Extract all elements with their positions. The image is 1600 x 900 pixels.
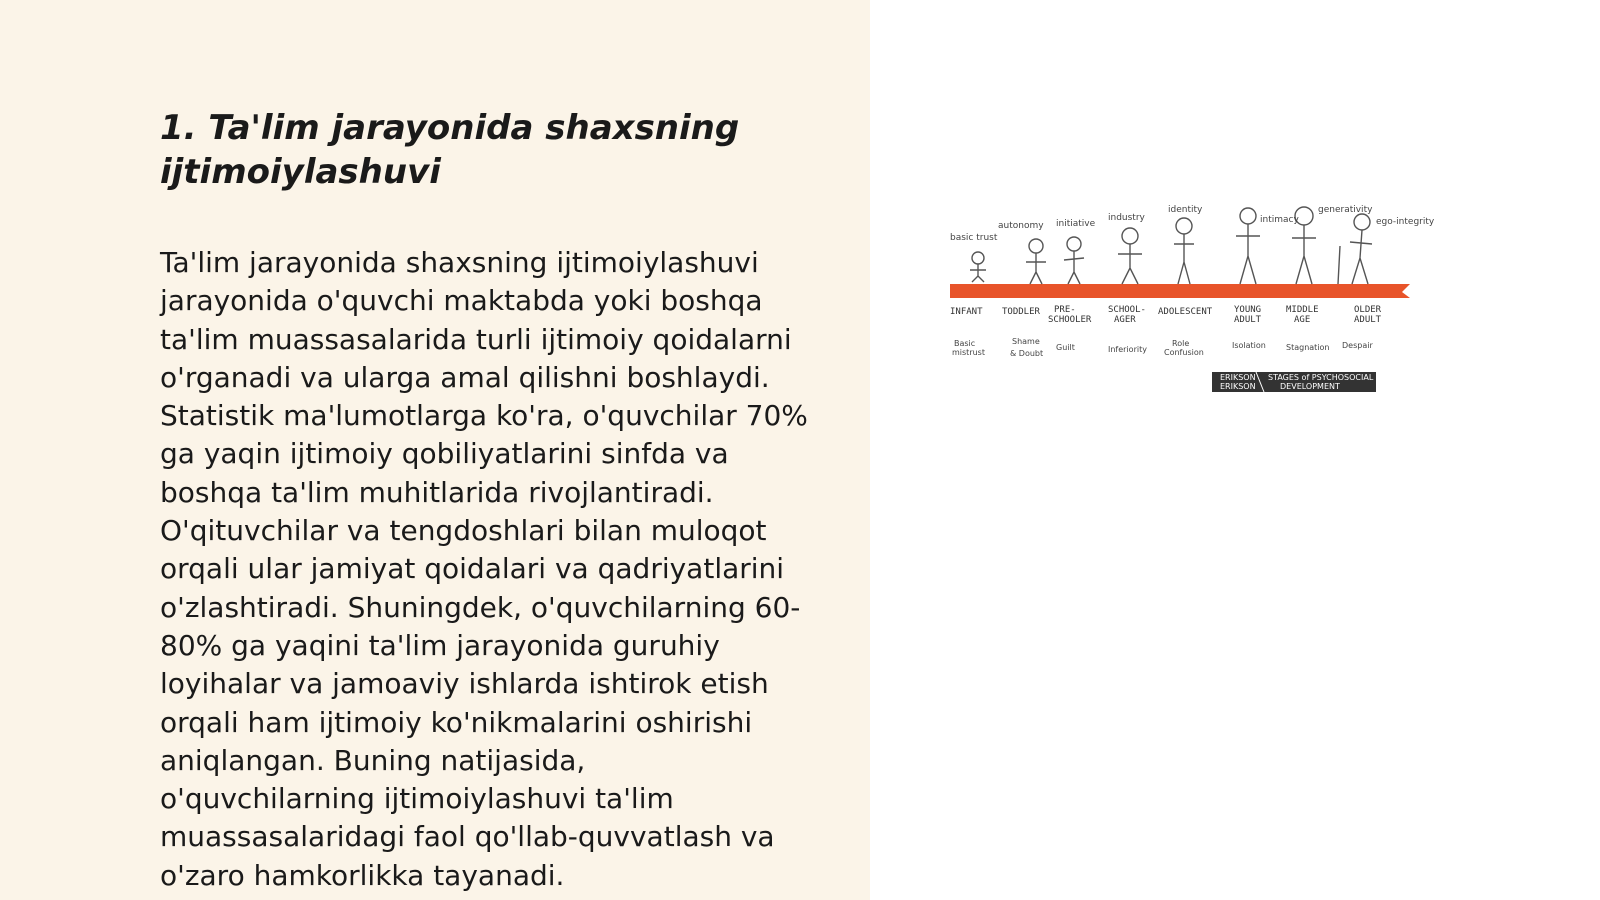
- virtue-label: initiative: [1056, 219, 1096, 229]
- virtue-label: identity: [1168, 205, 1203, 215]
- figure-preschooler: [1064, 237, 1084, 284]
- crisis-label: Role: [1172, 339, 1190, 348]
- crisis-label: Despair: [1342, 341, 1373, 350]
- image-panel: [870, 0, 1600, 900]
- slide-body-text: Ta'lim jarayonida shaxsning ijtimoiylashuvi jarayonida o'quvchi maktabda yoki boshqa ta'lim muassasalarida turli ijtimoiy qoidalarni o'rganadi va ularga amal qilishni boshlaydi. Statistik ma'lumotlarga ko'ra, o'quvchilar 70% ga yaqin ijtimoiy qobiliyatlarini sinfda va boshqa ta'lim muhitlarida rivojlantiradi. O'qituvchilar va tengdoshlari bilan muloqot orqali ular jamiyat qoidalari va qadriyatlarini o'zlashtiradi. Shuningdek, o'quvchilarning 60- 80% ga yaqini ta'lim jarayonida guruhiy loyihalar va jamoaviy ishlarda ishtirok etish orqali ham ijtimoiy ko'nikmalarini oshirishi aniqlangan. Buning natijasida, o'quvchilarning ijtimoiylashuvi ta'lim muassasalaridagi faol qo'llab-quvvatlash va o'zaro hamkorlikka tayanadi.: [160, 246, 808, 892]
- stage-figures: [970, 207, 1372, 284]
- stage-label: MIDDLE: [1286, 305, 1319, 315]
- crisis-label: Shame: [1012, 337, 1040, 346]
- virtue-label: basic trust: [950, 233, 998, 243]
- timeline-band: [950, 284, 1410, 298]
- crisis-label: & Doubt: [1010, 349, 1044, 358]
- badge-text: STAGES of PSYCHOSOCIAL: [1268, 373, 1374, 382]
- figure-young-adult: [1236, 208, 1260, 284]
- badge-text: ERIKSON: [1220, 382, 1256, 391]
- stage-label: OLDER: [1354, 305, 1382, 315]
- stage-label: PRE-: [1054, 305, 1076, 315]
- illustration-badge: [1212, 372, 1376, 392]
- stage-label: ADULT: [1354, 315, 1382, 325]
- figure-infant: [970, 252, 986, 282]
- stage-label: TODDLER: [1002, 307, 1040, 317]
- crisis-label: mistrust: [952, 348, 985, 357]
- crisis-labels: [952, 337, 1373, 358]
- stage-label: ADOLESCENT: [1158, 307, 1213, 317]
- crisis-label: Confusion: [1164, 348, 1204, 357]
- psychosocial-stages-illustration: [950, 200, 1460, 400]
- crisis-label: Stagnation: [1286, 343, 1330, 352]
- stage-label: AGE: [1294, 315, 1311, 325]
- badge-text: DEVELOPMENT: [1280, 382, 1340, 391]
- virtue-label: intimacy: [1260, 215, 1299, 225]
- stage-label: AGER: [1114, 315, 1136, 325]
- virtue-label: ego-integrity: [1376, 217, 1435, 227]
- crisis-label: Guilt: [1056, 343, 1075, 352]
- stage-label: ADULT: [1234, 315, 1262, 325]
- stage-label: YOUNG: [1234, 305, 1262, 315]
- stage-labels: [950, 305, 1382, 325]
- figure-school-ager: [1118, 228, 1142, 284]
- virtue-label: industry: [1108, 213, 1145, 223]
- badge-text: ERIKSON: [1220, 373, 1256, 382]
- stage-label: INFANT: [950, 307, 983, 317]
- crisis-label: Inferiority: [1108, 345, 1147, 354]
- figure-adolescent: [1174, 218, 1194, 284]
- virtue-label: generativity: [1318, 205, 1373, 215]
- crisis-label: Basic: [954, 339, 976, 348]
- slide-title: 1. Ta'lim jarayonida shaxsning ijtimoiylashuvi: [160, 108, 740, 192]
- figure-toddler: [1026, 239, 1046, 284]
- crisis-label: Isolation: [1232, 341, 1266, 350]
- stage-label: SCHOOLER: [1048, 315, 1092, 325]
- stage-label: SCHOOL-: [1108, 305, 1146, 315]
- virtue-label: autonomy: [998, 221, 1044, 231]
- figure-older-adult: [1338, 214, 1372, 284]
